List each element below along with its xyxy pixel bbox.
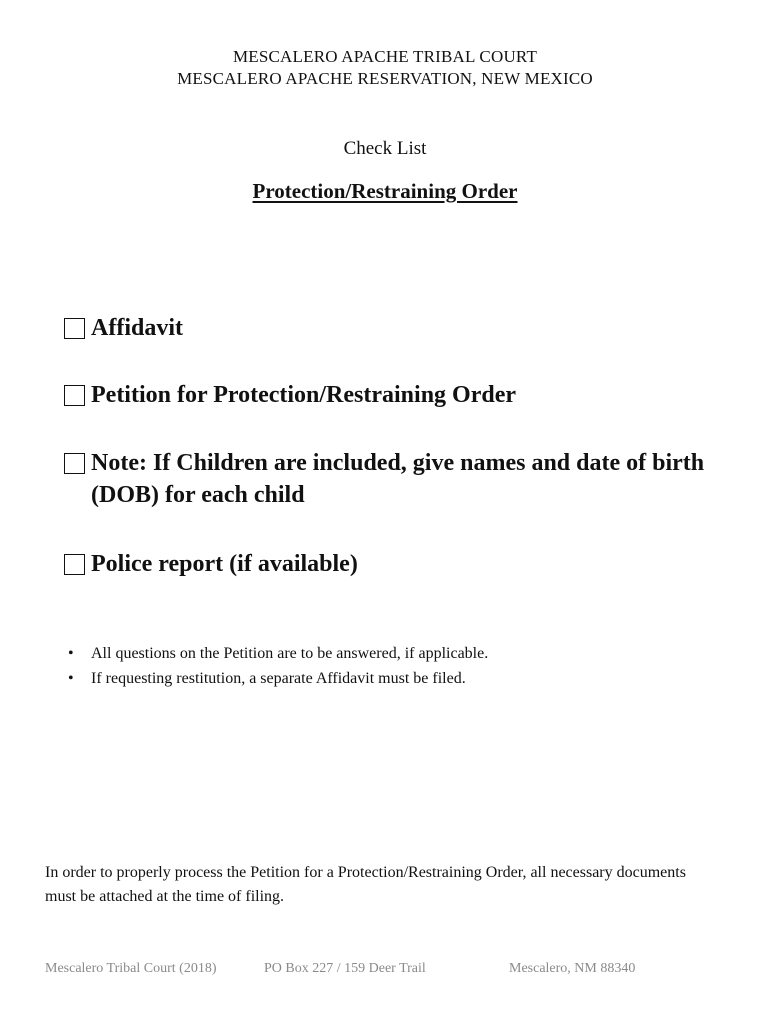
checklist-item-label: Affidavit — [91, 315, 183, 341]
footer-city: Mescalero, NM 88340 — [509, 961, 636, 976]
checklist-item-label: Note: If Children are included, give names and date of birth (DOB) for each child — [91, 450, 705, 508]
checklist-title: Check List — [343, 138, 427, 159]
checklist-item-label: Petition for Protection/Restraining Order — [91, 382, 517, 408]
footer-court-year: Mescalero Tribal Court (2018) — [45, 961, 217, 976]
instruction-bullets — [66, 641, 726, 691]
checklist-item-label: Police report (if available) — [91, 551, 358, 577]
bullet-icon: • — [68, 645, 74, 662]
filing-note: In order to properly process the Petition for a Protection/Restraining Order, all necessary documents must be attached at the time of filing. — [45, 864, 686, 905]
bullet-icon: • — [68, 670, 74, 687]
checkbox-petition[interactable] — [64, 385, 85, 406]
bullet-item — [66, 641, 726, 666]
order-title: Protection/Restraining Order — [252, 179, 518, 203]
bullet-item — [66, 666, 726, 691]
checkbox-affidavit[interactable] — [64, 318, 85, 339]
checkbox-children-note[interactable] — [64, 453, 85, 474]
reservation-heading: MESCALERO APACHE RESERVATION, NEW MEXICO — [177, 69, 593, 88]
court-name-heading: MESCALERO APACHE TRIBAL COURT — [232, 47, 538, 66]
bullet-text: All questions on the Petition are to be answered, if applicable. — [91, 645, 489, 662]
checkbox-police-report[interactable] — [64, 554, 85, 575]
bullet-text: If requesting restitution, a separate Affidavit must be filed. — [91, 670, 466, 687]
footer-address: PO Box 227 / 159 Deer Trail — [264, 961, 426, 976]
